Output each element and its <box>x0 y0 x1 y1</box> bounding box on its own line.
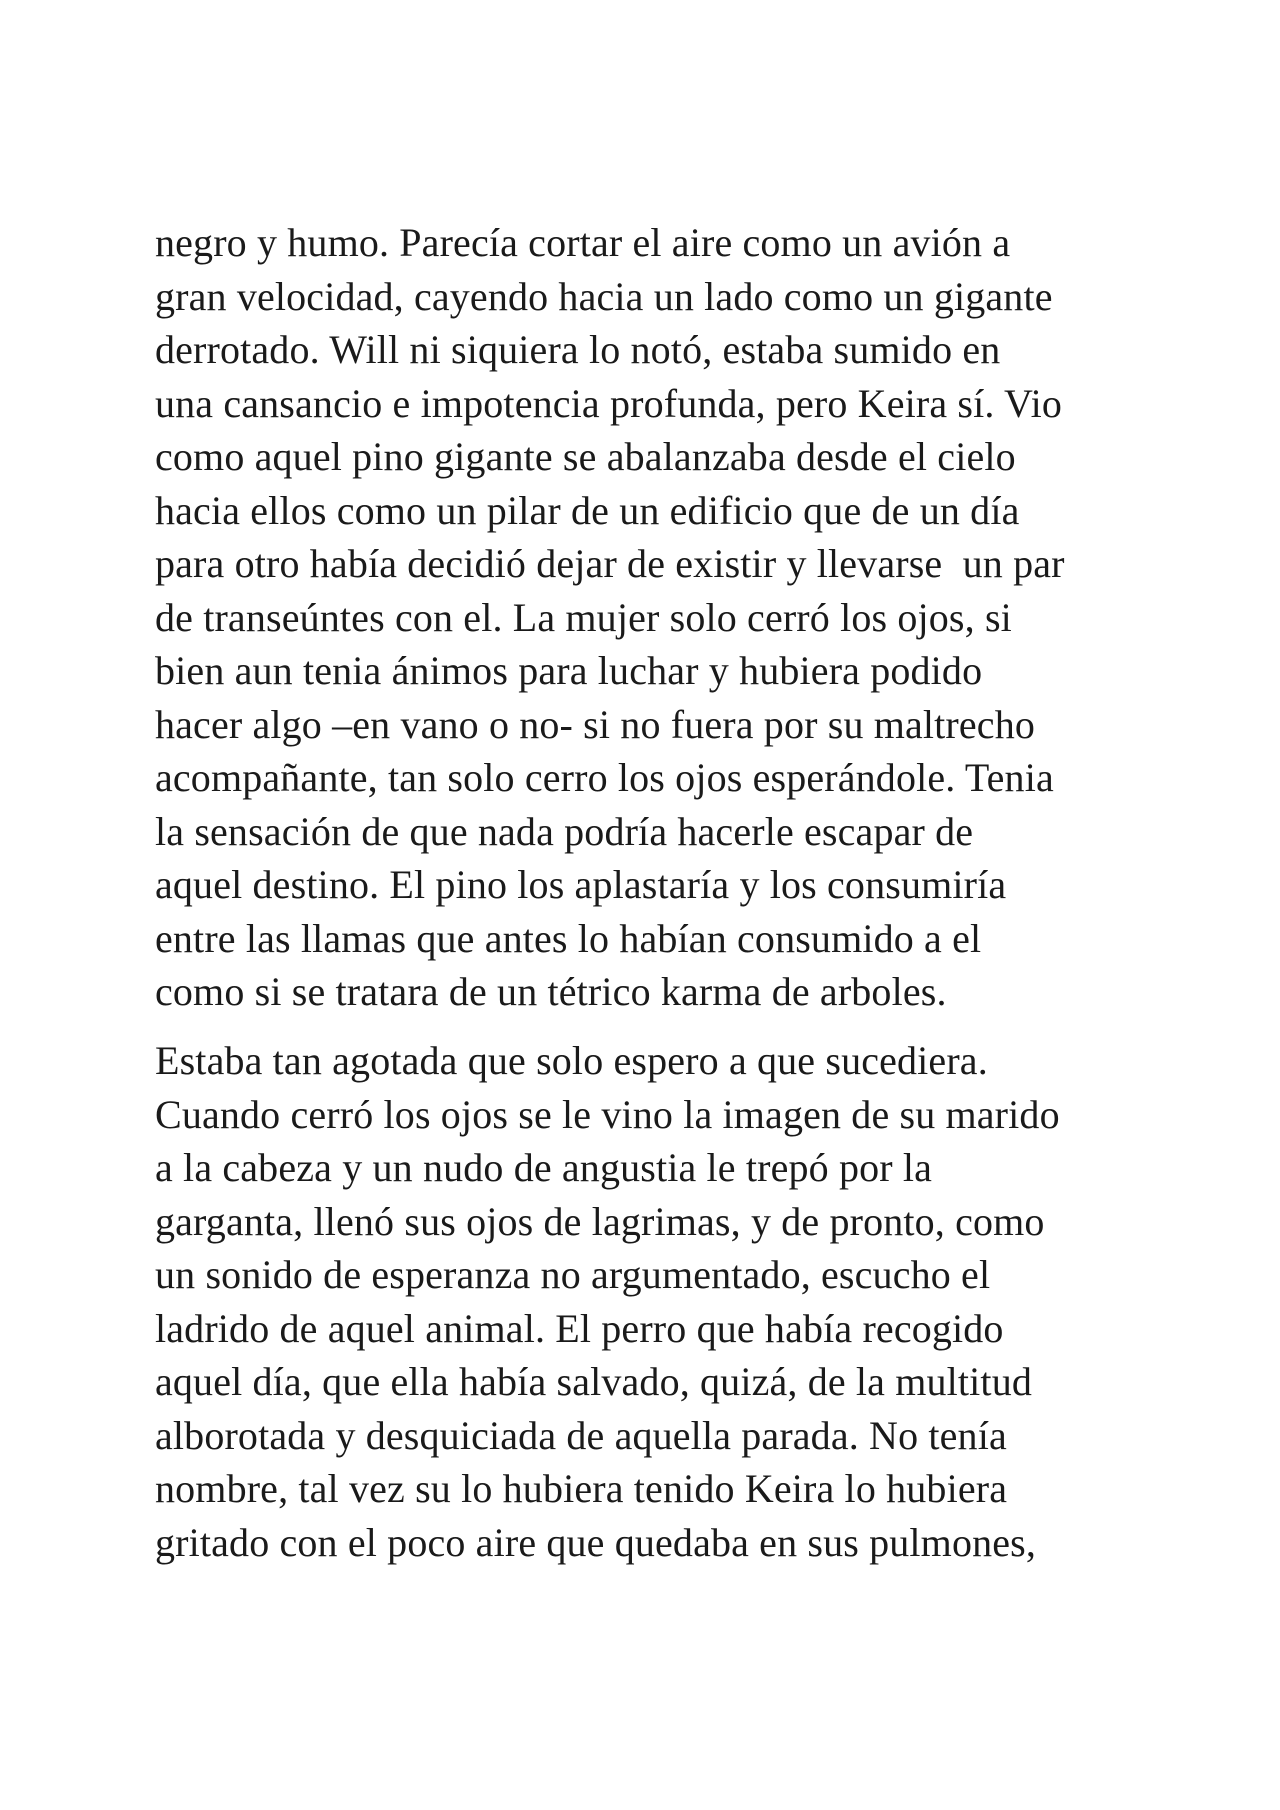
text-line: derrotado. Will ni siquiera lo notó, estaba sumido en <box>155 327 1001 372</box>
text-line: gritado con el poco aire que quedaba en sus pulmones, <box>155 1519 1037 1565</box>
text-line: como aquel pino gigante se abalanzaba desde el cielo <box>155 434 1016 479</box>
text-line: hacia ellos como un pilar de un edificio que de un día <box>155 487 1020 533</box>
paragraph <box>155 1034 1165 1569</box>
text-line: aquel destino. El pino los aplastaría y los consumiría <box>155 862 1007 907</box>
text-line: Estaba tan agotada que solo espero a que sucediera. <box>155 1038 988 1083</box>
text-line: de transeúntes con el. La mujer solo cerró los ojos, si <box>155 594 1012 640</box>
text-line: alborotada y desquiciada de aquella parada. No tenía <box>155 1412 1007 1458</box>
text-line: entre las llamas que antes lo habían consumido a el <box>155 915 982 961</box>
text-line: para otro había decidió dejar de existir y llevarse un par <box>155 541 1065 586</box>
text-line: una cansancio e impotencia profunda, pero Keira sí. Vio <box>155 380 1063 426</box>
text-line: garganta, llenó sus ojos de lagrimas, y de pronto, como <box>155 1198 1045 1244</box>
paragraph <box>155 216 1165 1019</box>
text-line: la sensación de que nada podría hacerle escapar de <box>155 808 974 854</box>
text-line: aquel día, que ella había salvado, quizá, de la multitud <box>155 1359 1032 1404</box>
text-line: gran velocidad, cayendo hacia un lado como un gigante <box>155 273 1053 319</box>
text-line: nombre, tal vez su lo hubiera tenido Keira lo hubiera <box>155 1466 1008 1511</box>
text-line: negro y humo. Parecía cortar el aire como un avión a <box>155 220 1011 265</box>
text-line: acompañante, tan solo cerro los ojos esperándole. Tenia <box>155 755 1054 800</box>
text-line: a la cabeza y un nudo de angustia le trepó por la <box>155 1145 933 1190</box>
text-line: como si se tratara de un tétrico karma de arboles. <box>155 969 947 1014</box>
text-line: ladrido de aquel animal. El perro que había recogido <box>155 1305 1004 1351</box>
text-line: hacer algo –en vano o no- si no fuera por su maltrecho <box>155 701 1036 747</box>
text-line: Cuando cerró los ojos se le vino la imagen de su marido <box>155 1091 1060 1137</box>
text-line: un sonido de esperanza no argumentado, escucho el <box>155 1252 991 1297</box>
text-line: bien aun tenia ánimos para luchar y hubiera podido <box>155 648 983 693</box>
